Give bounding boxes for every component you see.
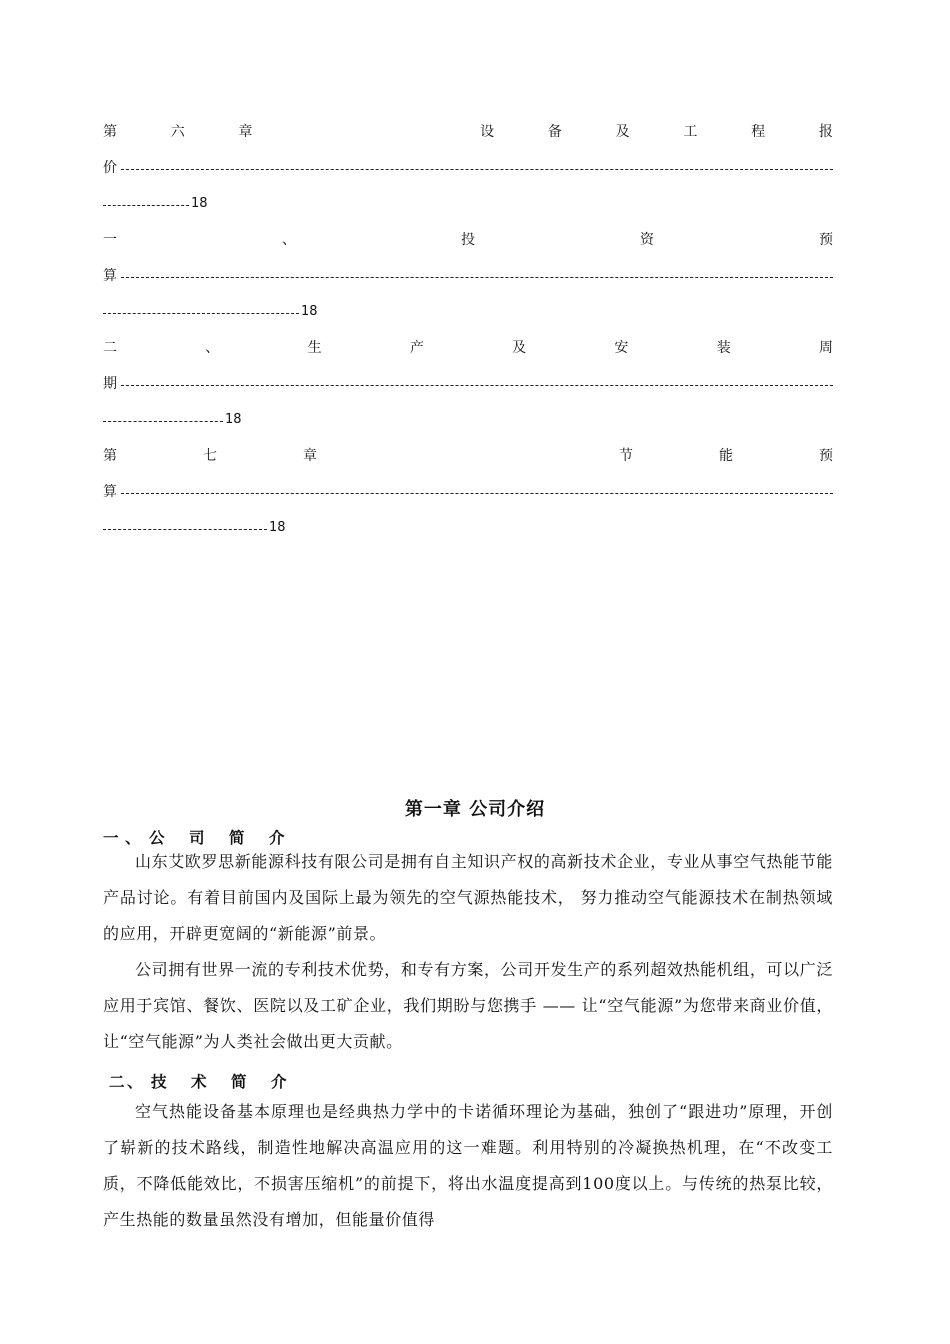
toc-char: 设	[480, 124, 495, 140]
paragraph-company-advantages: 公司拥有世界一流的专利技术优势，和专有方案，公司开发生产的系列超效热能机组，可以广泛应用于宾馆、餐饮、医院以及工矿企业，我们期盼与您携手 —— 让“空气能源”为您带来商业价值，让“空气能源”为人类社会做出更大贡献。	[103, 960, 833, 1051]
toc-leader-end	[103, 186, 833, 222]
toc-leader	[103, 150, 833, 186]
toc-entry-chapter-7[interactable]	[103, 438, 833, 546]
toc-leader-end	[103, 510, 833, 546]
toc-char: 及	[512, 340, 527, 356]
heading-char: 介	[269, 829, 285, 847]
toc-entry-production-cycle[interactable]	[103, 330, 833, 438]
toc-char: 预	[819, 232, 833, 248]
toc-leader	[103, 258, 833, 294]
toc-char: 算	[103, 484, 117, 500]
toc-page-number: 18	[191, 196, 208, 211]
toc-char: 工	[683, 124, 698, 140]
toc-char: 第	[103, 448, 117, 464]
paragraph-company-profile: 山东艾欧罗思新能源科技有限公司是拥有自主知识产权的高新技术企业，专业从事空气热能节能产品讨论。有着目前国内及国际上最为领先的空气源热能技术， 努力推动空气能源技术在制热领域的应用，开辟更宽阔的“新能源”前景。	[103, 852, 833, 943]
toc-char: 备	[547, 124, 562, 140]
heading-char: 技	[151, 1073, 167, 1091]
section-heading-technology-intro	[109, 1070, 291, 1092]
toc-char: 资	[640, 232, 654, 248]
toc-char: 及	[615, 124, 630, 140]
toc-char: 安	[614, 340, 629, 356]
toc-entry-title	[103, 330, 833, 366]
toc-leader-end	[103, 294, 833, 330]
toc-char: 第	[103, 124, 117, 140]
heading-char: 简	[231, 1073, 247, 1091]
heading-char: 公	[149, 829, 165, 847]
toc-char: 期	[103, 376, 117, 392]
dot-leader	[121, 385, 833, 386]
toc-char: 程	[751, 124, 766, 140]
heading-char: 二	[109, 1073, 125, 1091]
toc-entry-chapter-6[interactable]	[103, 114, 833, 222]
toc-char: 、	[205, 340, 220, 356]
toc-page-number: 18	[269, 520, 286, 535]
toc-entry-title	[103, 114, 833, 150]
dot-leader	[121, 169, 833, 170]
dot-leader	[121, 277, 833, 278]
heading-char: 司	[189, 829, 205, 847]
toc-char: 产	[409, 340, 424, 356]
toc-char: 报	[818, 124, 833, 140]
toc-char: 生	[307, 340, 322, 356]
toc-entry-title	[103, 438, 833, 474]
chapter-title: 第一章 公司介绍	[404, 799, 546, 820]
toc-leader	[103, 474, 833, 510]
toc-char: 节	[619, 448, 633, 464]
table-of-contents	[103, 114, 833, 546]
heading-char: 术	[191, 1073, 207, 1091]
heading-char: 、	[127, 1073, 143, 1091]
toc-char: 周	[818, 340, 833, 356]
dot-leader	[103, 421, 223, 422]
toc-page-number: 18	[301, 304, 318, 319]
dot-leader	[121, 493, 833, 494]
toc-char: 六	[170, 124, 185, 140]
dot-leader	[103, 313, 299, 314]
toc-char: 投	[461, 232, 475, 248]
toc-page-number: 18	[225, 412, 242, 427]
toc-char: 章	[303, 448, 317, 464]
toc-char: 价	[103, 160, 117, 176]
toc-char: 预	[819, 448, 833, 464]
dot-leader	[103, 529, 267, 530]
toc-char: 能	[719, 448, 733, 464]
toc-char: 算	[103, 268, 117, 284]
heading-char: 简	[229, 829, 245, 847]
toc-leader-end	[103, 402, 833, 438]
toc-char: 、	[282, 232, 296, 248]
toc-entry-title	[103, 222, 833, 258]
toc-entry-investment-budget[interactable]	[103, 222, 833, 330]
heading-char: 、	[125, 829, 141, 847]
paragraph-technology-principle: 空气热能设备基本原理也是经典热力学中的卡诺循环理论为基础，独创了“跟进功”原理，开创了崭新的技术路线，制造性地解决高温应用的这一难题。利用特别的冷凝换热机理，在“不改变工质，不降低能效比，不损害压缩机”的前提下，将出水温度提高到100度以上。与传统的热泵比较，产生热能的数量虽然没有增加，但能量价值得	[103, 1102, 833, 1229]
toc-char: 七	[203, 448, 217, 464]
toc-char: 装	[716, 340, 731, 356]
dot-leader	[103, 205, 189, 206]
toc-char: 一	[103, 232, 117, 248]
heading-char: 介	[271, 1073, 287, 1091]
toc-char: 章	[238, 124, 253, 140]
toc-char: 二	[103, 340, 117, 356]
heading-char: 一	[103, 829, 119, 847]
toc-leader	[103, 366, 833, 402]
